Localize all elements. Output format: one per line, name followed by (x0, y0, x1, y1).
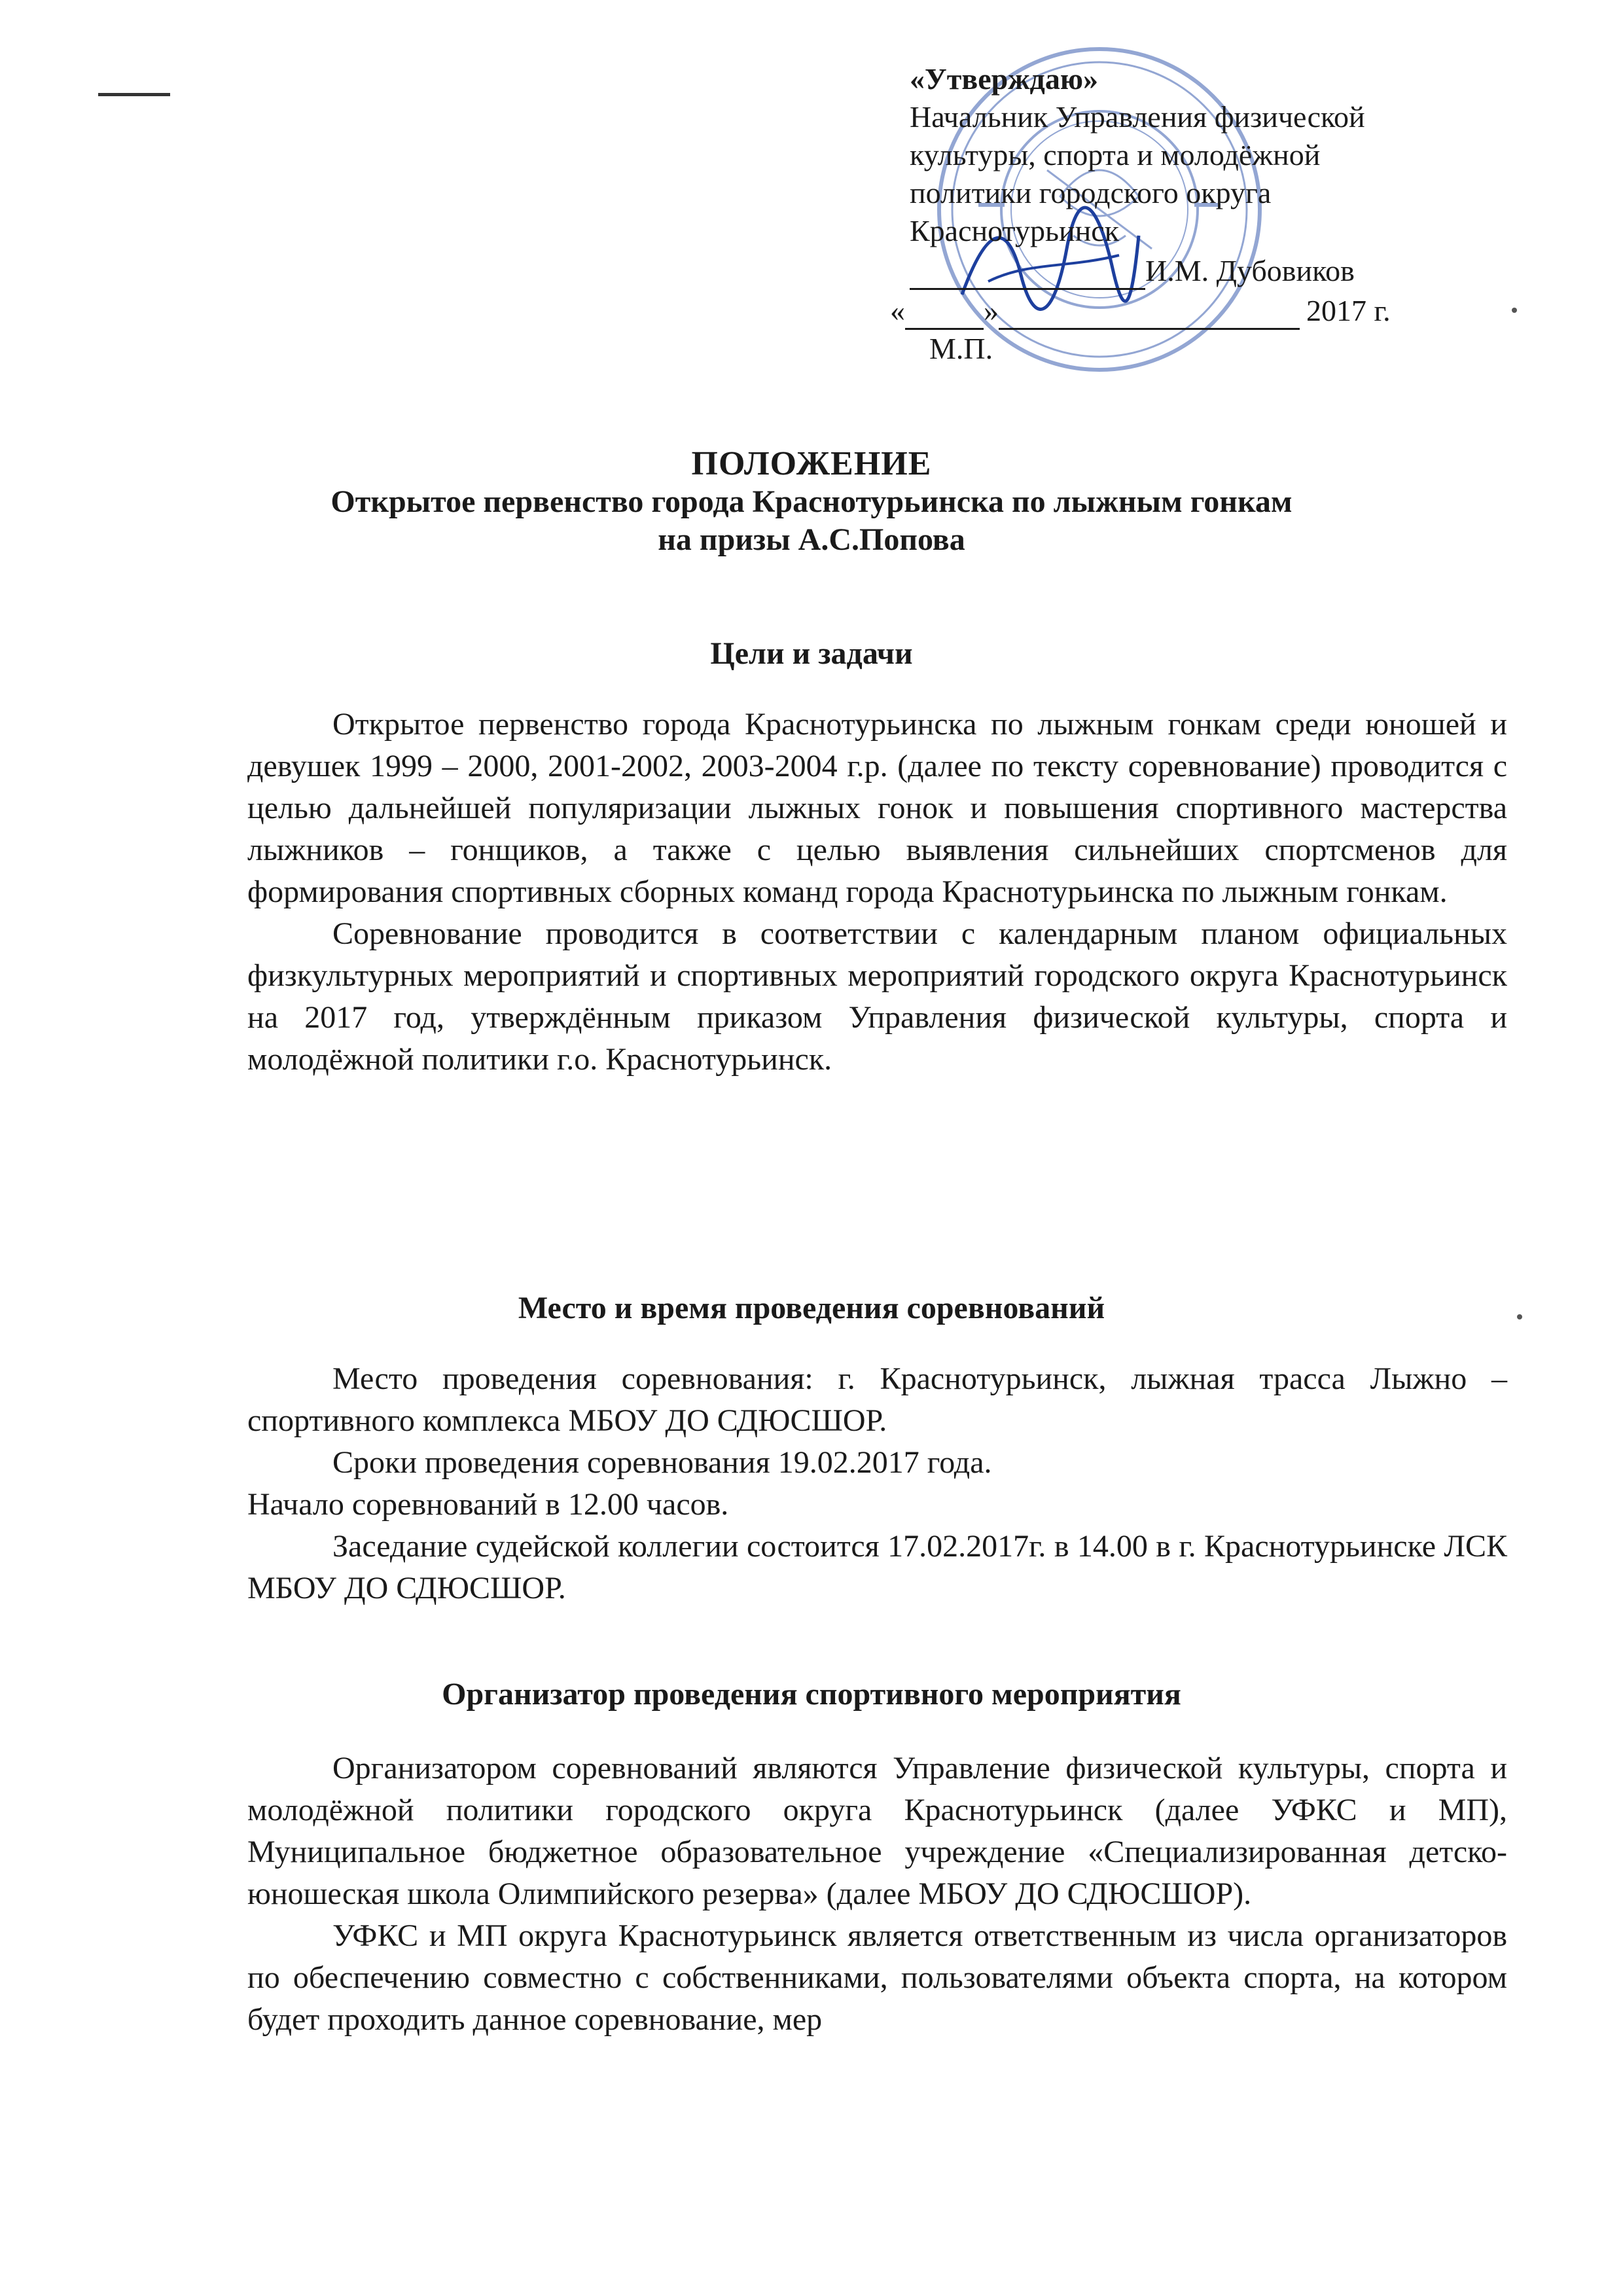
section-body (247, 704, 1507, 1081)
paragraph: Начало соревнований в 12.00 часов. (247, 1487, 729, 1522)
scan-artifact-dot (1512, 308, 1517, 313)
section-body (247, 1358, 1507, 1609)
signature-row (910, 250, 1486, 290)
section-heading: Организатор проведения спортивного мероприятия (442, 1677, 1181, 1712)
section-body (247, 1748, 1507, 2041)
paragraph: Соревнование проводится в соответствии с календарным планом официальных физкультурных мероприятий и спортивных мероприятий городского округа Краснотурьинск на 2017 год, утверждённым приказом Управления физической культуры, спорта и молодёжной политики г.о. Краснотурьинск. (247, 916, 1507, 1077)
date-close-quote: » (984, 294, 999, 327)
paragraph: Открытое первенство города Краснотурьинска по лыжным гонкам среди юношей и девушек 1999 – 2000, 2001-2002, 2003-2004 г.р. (далее по тексту соревнование) проводится с целью дальнейшей популяризации лыжных гонок и повышения спортивного мастерства лыжников – гонщиков, а также с целью выявления сильнейших спортсменов для формирования спортивных сборных команд города Краснотурьинска по лыжным гонкам. (247, 707, 1507, 909)
section-heading: Место и время проведения соревнований (518, 1291, 1105, 1325)
paragraph: Организатором соревнований являются Управление физической культуры, спорта и молодёжной политики городского округа Краснотурьинск (далее УФКС и МП), Муниципальное бюджетное образовательное учреждение «Специализированная детско-юношеская школа Олимпийского резерва» (далее МБОУ ДО СДЮСШОР). (247, 1751, 1507, 1911)
date-year: 2017 г. (1306, 294, 1391, 327)
paragraph: Сроки проведения соревнования 19.02.2017 года. (332, 1445, 992, 1480)
document-subtitle: Открытое первенство города Краснотурьинска по лыжным гонкам (330, 484, 1293, 519)
date-month-blank (999, 290, 1300, 330)
approval-line: политики городского округа (910, 176, 1272, 209)
document-subtitle: на призы А.С.Попова (658, 522, 965, 557)
document-title-block (0, 445, 1623, 559)
scan-artifact-line (98, 93, 170, 96)
approval-line: культуры, спорта и молодёжной (910, 138, 1321, 171)
date-row (890, 290, 1486, 330)
approval-line: Начальник Управления физической (910, 100, 1365, 134)
document-title: ПОЛОЖЕНИЕ (691, 445, 932, 482)
signature-underline (910, 250, 1145, 290)
paragraph: УФКС и МП округа Краснотурьинск является ответственным из числа организаторов по обеспечению совместно с собственниками, пользователями объекта спорта, на котором будет проходить данное соревнование, мер (247, 1918, 1507, 2037)
paragraph: Место проведения соревнования: г. Краснотурьинск, лыжная трасса Лыжно – спортивного комплекса МБОУ ДО СДЮСШОР. (247, 1361, 1507, 1438)
date-open-quote: « (890, 294, 905, 327)
date-day-blank (905, 290, 984, 330)
seal-label: М.П. (929, 332, 993, 365)
approval-block (890, 60, 1486, 368)
approval-line: Краснотурьинск (910, 214, 1120, 247)
approval-heading: «Утверждаю» (910, 62, 1098, 96)
signer-name: И.М. Дубовиков (1145, 254, 1355, 287)
section-heading: Цели и задачи (710, 636, 913, 671)
paragraph: Заседание судейской коллегии состоится 17.02.2017г. в 14.00 в г. Краснотурьинске ЛСК МБОУ ДО СДЮСШОР. (247, 1529, 1507, 1605)
